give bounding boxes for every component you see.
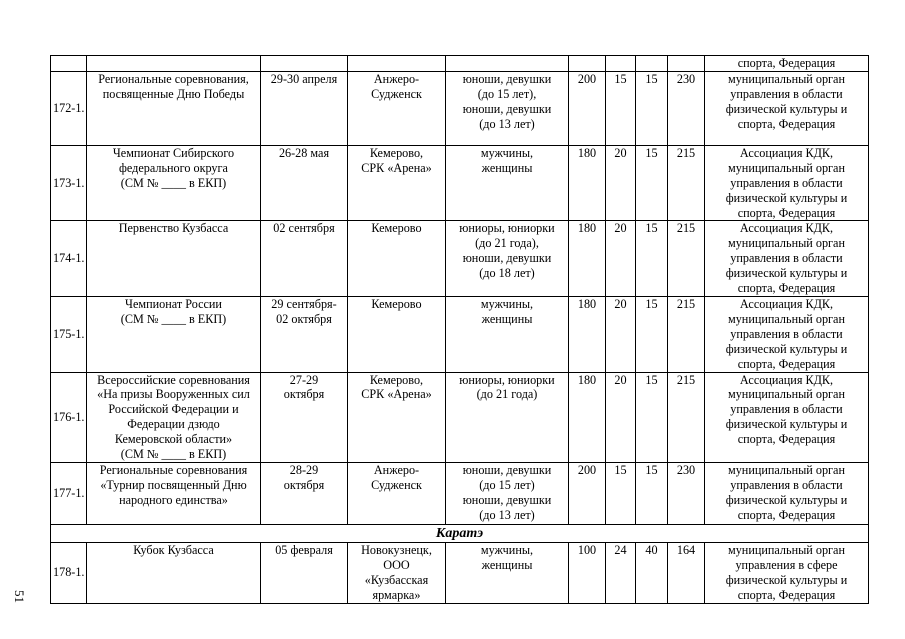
table-row [51,296,869,372]
count-total [668,56,705,72]
count-3: 15 [636,71,668,145]
participants: мужчины, женщины [446,542,569,603]
count-1: 200 [569,462,606,524]
count-3: 15 [636,296,668,372]
section-title: Каратэ [51,524,869,542]
count-1: 200 [569,71,606,145]
count-2: 15 [606,71,636,145]
page-number: 51 [12,590,27,603]
event-place: Анжеро- Судженск [348,462,446,524]
event-place: Кемерово [348,221,446,297]
row-number: 178-1. [51,542,87,603]
event-date: 29-30 апреля [261,71,348,145]
count-2: 20 [606,145,636,221]
participants: юноши, девушки (до 15 лет), юноши, девушки (до 13 лет) [446,71,569,145]
participants: юниоры, юниорки (до 21 года) [446,372,569,462]
table-row [51,372,869,462]
count-3: 15 [636,145,668,221]
event-name: Кубок Кузбасса [87,542,261,603]
count-2: 20 [606,372,636,462]
row-number: 174-1. [51,221,87,297]
participants: юниоры, юниорки (до 21 года), юноши, девушки (до 18 лет) [446,221,569,297]
event-place: Кемерово, СРК «Арена» [348,372,446,462]
count-1: 180 [569,145,606,221]
count-3: 40 [636,542,668,603]
organizer: муниципальный орган управления в сфере физической культуры и спорта, Федерация [705,542,869,603]
event-name: Чемпионат Сибирского федерального округа (СМ № ____ в ЕКП) [87,145,261,221]
event-place: Анжеро- Судженск [348,71,446,145]
count-2: 24 [606,542,636,603]
count-total: 230 [668,71,705,145]
count-1: 180 [569,296,606,372]
count-1: 100 [569,542,606,603]
count-3: 15 [636,221,668,297]
section-row [51,524,869,542]
count-total: 215 [668,145,705,221]
count-total: 215 [668,372,705,462]
event-place: Кемерово, СРК «Арена» [348,145,446,221]
organizer: Ассоциация КДК, муниципальный орган управления в области физической культуры и спорта, Федерация [705,372,869,462]
participants: мужчины, женщины [446,296,569,372]
count-1: 180 [569,372,606,462]
count-2: 15 [606,462,636,524]
row-number: 177-1. [51,462,87,524]
event-date: 26-28 мая [261,145,348,221]
event-date [261,56,348,72]
table-row [51,542,869,603]
participants: юноши, девушки (до 15 лет) юноши, девушки (до 13 лет) [446,462,569,524]
event-name: Первенство Кузбасса [87,221,261,297]
organizer: муниципальный орган управления в области физической культуры и спорта, Федерация [705,462,869,524]
organizer: муниципальный орган управления в области физической культуры и спорта, Федерация [705,71,869,145]
count-1: 180 [569,221,606,297]
event-date: 28-29 октября [261,462,348,524]
event-place [348,56,446,72]
count-2: 20 [606,221,636,297]
organizer: Ассоциация КДК, муниципальный орган управления в области физической культуры и спорта, Федерация [705,221,869,297]
count-total: 230 [668,462,705,524]
event-date: 05 февраля [261,542,348,603]
event-date: 29 сентября- 02 октября [261,296,348,372]
event-place: Новокузнецк, ООО «Кузбасская ярмарка» [348,542,446,603]
table-row [51,462,869,524]
event-date: 02 сентября [261,221,348,297]
row-number [51,56,87,72]
schedule-body [51,56,869,604]
event-place: Кемерово [348,296,446,372]
event-name [87,56,261,72]
table-row [51,221,869,297]
count-3: 15 [636,372,668,462]
count-total: 215 [668,221,705,297]
count-total: 215 [668,296,705,372]
organizer: Ассоциация КДК, муниципальный орган управления в области физической культуры и спорта, Федерация [705,296,869,372]
event-name: Региональные соревнования «Турнир посвященный Дню народного единства» [87,462,261,524]
count-3 [636,56,668,72]
count-3: 15 [636,462,668,524]
count-1 [569,56,606,72]
event-name: Региональные соревнования, посвященные Дню Победы [87,71,261,145]
count-total: 164 [668,542,705,603]
organizer: Ассоциация КДК, муниципальный орган управления в области физической культуры и спорта, Федерация [705,145,869,221]
event-date: 27-29 октября [261,372,348,462]
schedule-table [50,55,869,604]
event-name: Всероссийские соревнования «На призы Вооруженных сил Российской Федерации и Федерации дзюдо Кемеровской области» (СМ № ____ в ЕКП) [87,372,261,462]
event-name: Чемпионат России (СМ № ____ в ЕКП) [87,296,261,372]
organizer: спорта, Федерация [705,56,869,72]
row-number: 175-1. [51,296,87,372]
count-2 [606,56,636,72]
row-number: 172-1. [51,71,87,145]
row-number: 173-1. [51,145,87,221]
participants: мужчины, женщины [446,145,569,221]
participants [446,56,569,72]
count-2: 20 [606,296,636,372]
row-number: 176-1. [51,372,87,462]
table-row [51,71,869,145]
table-row [51,56,869,72]
table-row [51,145,869,221]
